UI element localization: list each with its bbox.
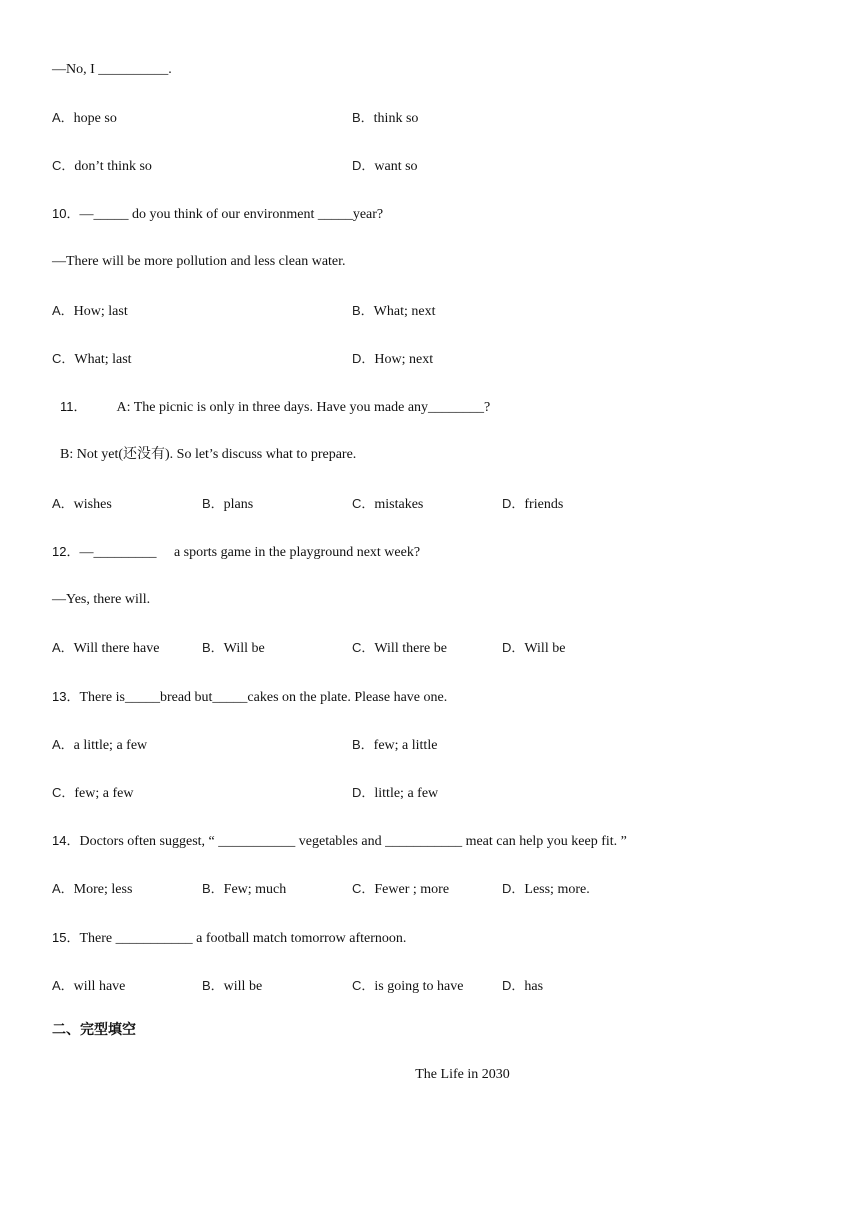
passage-title: The Life in 2030	[415, 1067, 510, 1082]
option-letter: B．	[352, 737, 374, 752]
option-letter: B．	[352, 110, 374, 125]
option-text: Will be	[223, 641, 265, 656]
option-letter: B．	[202, 978, 224, 993]
question-number: 10．	[52, 206, 80, 221]
option-text: want so	[374, 159, 418, 174]
q10-stem	[52, 205, 383, 224]
option-letter: B．	[202, 881, 224, 896]
q9-option-a[interactable]	[52, 109, 117, 128]
q11-option-b[interactable]	[202, 495, 253, 514]
q11-stem	[60, 398, 490, 417]
option-letter: D．	[352, 351, 375, 366]
option-text: Few; much	[223, 882, 287, 897]
q12-option-b[interactable]	[202, 639, 265, 658]
q11-option-a[interactable]	[52, 495, 112, 514]
q9-answer-line: —No, I __________.	[52, 62, 172, 77]
option-text: mistakes	[374, 497, 424, 512]
q12-answer-line: —Yes, there will.	[52, 592, 151, 607]
q14-stem	[52, 832, 627, 851]
option-letter: C．	[52, 351, 75, 366]
option-text: don’t think so	[74, 159, 152, 174]
option-letter: C．	[52, 785, 75, 800]
question-text: There is_____bread but_____cakes on the plate. Please have one.	[79, 690, 448, 705]
section-heading: 二、完型填空	[52, 1022, 136, 1038]
q11-option-c[interactable]	[352, 495, 423, 514]
option-letter: A．	[52, 110, 74, 125]
q15-stem	[52, 929, 406, 948]
question-text: —_____ do you think of our environment _____year?	[79, 207, 384, 222]
q10-option-a[interactable]	[52, 302, 128, 321]
option-text: think so	[373, 111, 419, 126]
q13-option-d[interactable]	[352, 784, 438, 803]
option-text: Will be	[524, 641, 566, 656]
question-number: 15．	[52, 930, 80, 945]
option-text: is going to have	[374, 979, 464, 994]
option-text: How; last	[73, 304, 128, 319]
option-text: a little; a few	[73, 738, 148, 753]
option-text: friends	[524, 497, 564, 512]
q13-option-b[interactable]	[352, 736, 437, 755]
option-letter: B．	[202, 640, 224, 655]
q15-option-a[interactable]	[52, 977, 125, 996]
question-number: 11．	[60, 399, 87, 414]
q13-option-c[interactable]	[52, 784, 133, 803]
question-text: A: The picnic is only in three days. Have you made any________?	[116, 400, 491, 415]
question-number: 13．	[52, 689, 80, 704]
option-text: Will there be	[374, 641, 447, 656]
option-letter: D．	[502, 640, 525, 655]
option-text: What; last	[74, 352, 132, 367]
option-text: More; less	[73, 882, 133, 897]
q11-line2: B: Not yet(还没有). So let’s discuss what to prepare.	[60, 447, 357, 462]
option-letter: A．	[52, 978, 74, 993]
q12-option-a[interactable]	[52, 639, 159, 658]
q12-option-d[interactable]	[502, 639, 565, 658]
option-letter: D．	[502, 496, 525, 511]
option-text: How; next	[374, 352, 434, 367]
option-letter: B．	[352, 303, 374, 318]
option-text: plans	[223, 497, 254, 512]
question-number: 12．	[52, 544, 80, 559]
option-letter: D．	[502, 881, 525, 896]
option-letter: A．	[52, 303, 74, 318]
q14-option-c[interactable]	[352, 880, 449, 899]
q15-option-c[interactable]	[352, 977, 463, 996]
option-letter: A．	[52, 496, 74, 511]
q10-option-d[interactable]	[352, 350, 433, 369]
option-letter: B．	[202, 496, 224, 511]
q15-option-b[interactable]	[202, 977, 262, 996]
option-letter: C．	[52, 158, 75, 173]
option-letter: C．	[352, 881, 375, 896]
question-number: 14．	[52, 833, 80, 848]
q13-stem	[52, 688, 447, 707]
q11-option-d[interactable]	[502, 495, 563, 514]
option-text: Will there have	[73, 641, 160, 656]
question-text: Doctors often suggest, “ ___________ vegetables and ___________ meat can help you keep fit. ”	[79, 834, 627, 849]
option-letter: C．	[352, 640, 375, 655]
option-letter: C．	[352, 978, 375, 993]
option-letter: D．	[352, 158, 375, 173]
q12-stem	[52, 543, 420, 562]
q9-option-d[interactable]	[352, 157, 418, 176]
option-text: little; a few	[374, 786, 439, 801]
option-letter: D．	[502, 978, 525, 993]
question-text: —_________ a sports game in the playground next week?	[79, 545, 421, 560]
option-text: will have	[73, 979, 126, 994]
q9-option-c[interactable]	[52, 157, 152, 176]
option-text: Less; more.	[524, 882, 590, 897]
q14-option-d[interactable]	[502, 880, 590, 899]
option-text: has	[524, 979, 544, 994]
option-letter: A．	[52, 737, 74, 752]
q10-option-c[interactable]	[52, 350, 132, 369]
q10-answer-line: —There will be more pollution and less clean water.	[52, 254, 346, 269]
option-letter: C．	[352, 496, 375, 511]
option-text: wishes	[73, 497, 112, 512]
option-letter: A．	[52, 640, 74, 655]
option-text: will be	[223, 979, 263, 994]
q14-option-a[interactable]	[52, 880, 132, 899]
q10-option-b[interactable]	[352, 302, 435, 321]
q13-option-a[interactable]	[52, 736, 147, 755]
option-text: few; a few	[74, 786, 134, 801]
q9-option-b[interactable]	[352, 109, 418, 128]
q14-option-b[interactable]	[202, 880, 286, 899]
option-text: What; next	[373, 304, 436, 319]
q15-option-d[interactable]	[502, 977, 543, 996]
option-text: Fewer ; more	[374, 882, 450, 897]
option-letter: D．	[352, 785, 375, 800]
option-text: hope so	[73, 111, 117, 126]
option-text: few; a little	[373, 738, 438, 753]
question-text: There ___________ a football match tomorrow afternoon.	[79, 931, 407, 946]
q12-option-c[interactable]	[352, 639, 447, 658]
option-letter: A．	[52, 881, 74, 896]
